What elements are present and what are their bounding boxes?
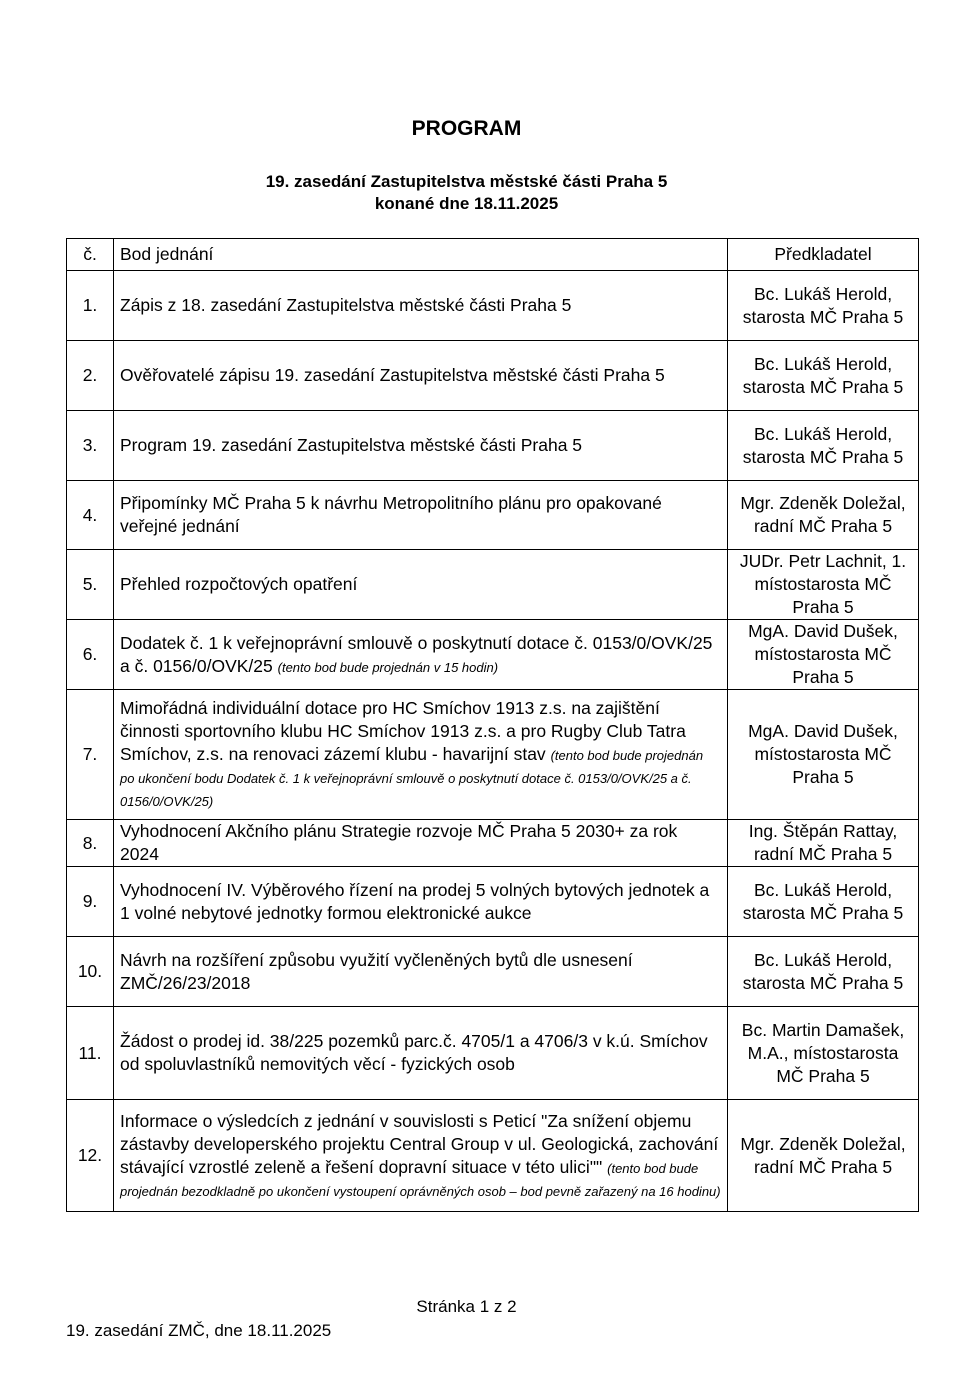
document-subtitle	[0, 171, 933, 215]
item-text: Zápis z 18. zasedání Zastupitelstva městské části Praha 5	[120, 295, 572, 315]
row-item	[114, 1100, 728, 1212]
row-item	[114, 271, 728, 341]
table-row	[67, 550, 919, 620]
table-row	[67, 481, 919, 550]
row-number: 10.	[67, 937, 114, 1007]
header-number: č.	[67, 239, 114, 271]
row-number: 11.	[67, 1007, 114, 1100]
item-text: Ověřovatelé zápisu 19. zasedání Zastupitelstva městské části Praha 5	[120, 365, 665, 385]
agenda-table	[66, 238, 919, 1212]
row-number: 8.	[67, 820, 114, 867]
row-number: 4.	[67, 481, 114, 550]
table-row	[67, 1007, 919, 1100]
item-note: (tento bod bude projednán po ukončení bodu Dodatek č. 1 k veřejnoprávní smlouvě o poskytnutí dotace č. 0153/0/OVK/25 a č. 0156/0/OVK/25)	[120, 748, 704, 809]
subtitle-line-1: 19. zasedání Zastupitelstva městské části Praha 5	[265, 172, 668, 191]
row-presenter: MgA. David Dušek, místostarosta MČ Praha 5	[728, 690, 919, 820]
row-number: 5.	[67, 550, 114, 620]
item-note: (tento bod bude projednán bezodkladně po ukončení vystoupení oprávněných osob – bod pevně zařazený na 16 hodinu)	[120, 1160, 721, 1199]
row-presenter: Bc. Lukáš Herold, starosta MČ Praha 5	[728, 341, 919, 411]
item-text: Program 19. zasedání Zastupitelstva městské části Praha 5	[120, 435, 583, 455]
item-text: Dodatek č. 1 k veřejnoprávní smlouvě o poskytnutí dotace č. 0153/0/OVK/25 a č. 0156/0/OVK/25	[120, 632, 713, 676]
row-presenter: Bc. Lukáš Herold, starosta MČ Praha 5	[728, 937, 919, 1007]
row-item	[114, 550, 728, 620]
row-presenter: JUDr. Petr Lachnit, 1. místostarosta MČ Praha 5	[728, 550, 919, 620]
item-text: Žádost o prodej id. 38/225 pozemků parc.č. 4705/1 a 4706/3 v k.ú. Smíchov od spoluvlastníků nemovitých věcí - fyzických osob	[120, 1031, 708, 1074]
table-row	[67, 620, 919, 690]
table-row	[67, 1100, 919, 1212]
row-item	[114, 620, 728, 690]
footer-meeting-info: 19. zasedání ZMČ, dne 18.11.2025	[66, 1321, 332, 1340]
table-row	[67, 271, 919, 341]
header-item: Bod jednání	[114, 239, 728, 271]
row-item	[114, 341, 728, 411]
row-number: 1.	[67, 271, 114, 341]
row-presenter: Ing. Štěpán Rattay, radní MČ Praha 5	[728, 820, 919, 867]
row-item	[114, 690, 728, 820]
row-item	[114, 867, 728, 937]
row-presenter: Bc. Lukáš Herold, starosta MČ Praha 5	[728, 411, 919, 481]
row-number: 3.	[67, 411, 114, 481]
table-row	[67, 341, 919, 411]
row-presenter: Bc. Lukáš Herold, starosta MČ Praha 5	[728, 867, 919, 937]
item-text: Mimořádná individuální dotace pro HC Smíchov 1913 z.s. na zajištění činnosti sportovního klubu HC Smíchov 1913 z.s. a pro Rugby Club Tatra Smíchov, z.s. na renovaci zázemí klubu - havarijní stav	[120, 698, 686, 764]
header-presenter: Předkladatel	[728, 239, 919, 271]
item-text: Připomínky MČ Praha 5 k návrhu Metropolitního plánu pro opakované veřejné jednání	[120, 493, 662, 536]
table-header-row	[67, 239, 919, 271]
item-text: Přehled rozpočtových opatření	[120, 574, 358, 594]
row-presenter: Mgr. Zdeněk Doležal, radní MČ Praha 5	[728, 1100, 919, 1212]
subtitle-line-2: konané dne 18.11.2025	[374, 194, 559, 213]
item-text: Vyhodnocení IV. Výběrového řízení na prodej 5 volných bytových jednotek a 1 volné nebytové jednotky formou elektronické aukce	[120, 879, 710, 923]
table-row	[67, 690, 919, 820]
row-number: 7.	[67, 690, 114, 820]
table-row	[67, 411, 919, 481]
row-presenter: Bc. Lukáš Herold, starosta MČ Praha 5	[728, 271, 919, 341]
item-text: Vyhodnocení Akčního plánu Strategie rozvoje MČ Praha 5 2030+ za rok 2024	[120, 821, 678, 864]
page-number: Stránka 1 z 2	[416, 1297, 517, 1316]
row-item	[114, 1007, 728, 1100]
item-text: Informace o výsledcích z jednání v souvislosti s Peticí "Za snížení objemu zástavby developerského projektu Central Group v ul. Geologická, zachování stávající vzrostlé zeleně a řešení dopravní situace v této ulici""	[120, 1110, 719, 1177]
item-note: (tento bod bude projednán v 15 hodin)	[277, 659, 499, 675]
row-item	[114, 481, 728, 550]
row-number: 2.	[67, 341, 114, 411]
row-presenter: Mgr. Zdeněk Doležal, radní MČ Praha 5	[728, 481, 919, 550]
document-title: PROGRAM	[411, 117, 522, 140]
table-row	[67, 867, 919, 937]
row-number: 12.	[67, 1100, 114, 1212]
table-row	[67, 937, 919, 1007]
row-item	[114, 820, 728, 867]
item-text: Návrh na rozšíření způsobu využití vyčleněných bytů dle usnesení ZMČ/26/23/2018	[120, 949, 633, 993]
row-item	[114, 937, 728, 1007]
row-presenter: MgA. David Dušek, místostarosta MČ Praha 5	[728, 620, 919, 690]
table-row	[67, 820, 919, 867]
row-number: 9.	[67, 867, 114, 937]
row-number: 6.	[67, 620, 114, 690]
row-item	[114, 411, 728, 481]
row-presenter: Bc. Martin Damašek, M.A., místostarosta MČ Praha 5	[728, 1007, 919, 1100]
